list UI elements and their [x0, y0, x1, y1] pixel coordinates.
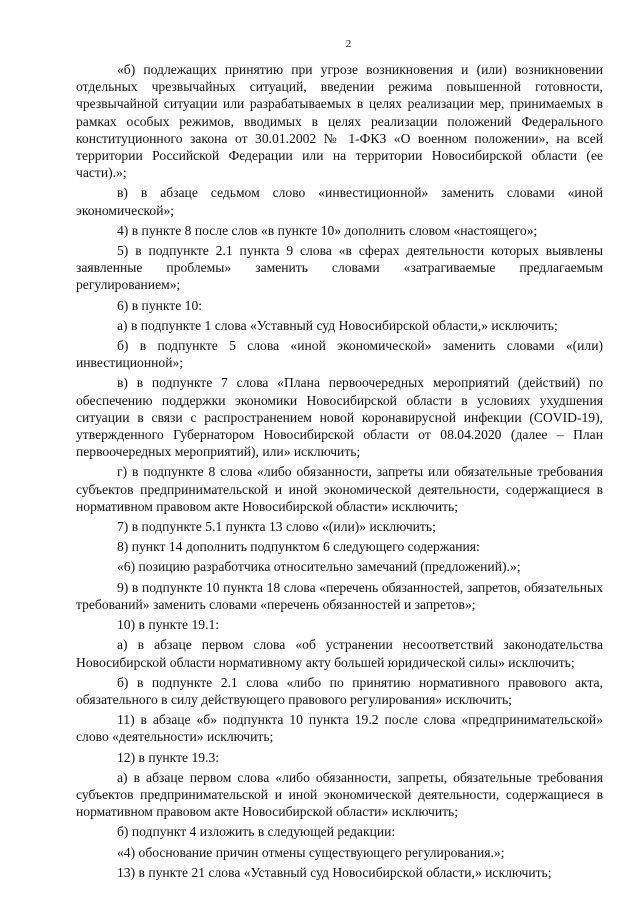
- paragraph-21: «4) обоснование причин отмены существующего регулирования.»;: [117, 844, 505, 860]
- paragraph-6: а) в подпункте 1 слова «Уставный суд Новосибирской области,» исключить;: [117, 317, 558, 333]
- paragraph-7: б) в подпункте 5 слова «иной экономической» заменить словами «(или) инвестиционной»;: [76, 338, 603, 371]
- paragraph-1: «б) подлежащих принятию при угрозе возникновения и (или) возникновении отдельных чрезвычайных ситуаций, введении режима повышенной готовности, чрезвычайной ситуации или разрабатываемых в целях реализации мер, принимаемых в рамках особых режимов, вводимых в целях реализации положений Федерального конституционного закона от 30.01.2002 № 1-ФКЗ «О военном положении», на всей территории Российской Федерации или на территории Новосибирской области (ее части).»;: [76, 62, 603, 181]
- paragraph-3: 4) в пункте 8 после слов «в пункте 10» дополнить словом «настоящего»;: [117, 222, 538, 238]
- paragraph-14: 10) в пункте 19.1:: [117, 617, 220, 633]
- paragraph-22: 13) в пункте 21 слова «Уставный суд Новосибирской области,» исключить;: [117, 864, 552, 880]
- paragraph-5: 6) в пункте 10:: [117, 297, 203, 313]
- page-number: 2: [345, 38, 352, 50]
- paragraph-12: «6) позицию разработчика относительно замечаний (предложений).»;: [117, 559, 521, 575]
- paragraph-11: 8) пункт 14 дополнить подпунктом 6 следующего содержания:: [117, 539, 480, 555]
- paragraph-13: 9) в подпункте 10 пункта 18 слова «перечень обязанностей, запретов, обязательных требований» заменить словами «перечень обязанностей и запретов»;: [76, 579, 603, 612]
- paragraph-15: а) в абзаце первом слова «об устранении несоответствий законодательства Новосибирской области нормативному акту большей юридической силы» исключить;: [76, 637, 603, 670]
- paragraph-17: 11) в абзаце «б» подпункта 10 пункта 19.2 после слова «предпринимательской» слово «деятельности» исключить;: [76, 712, 603, 745]
- paragraph-9: г) в подпункте 8 слова «либо обязанности, запреты или обязательные требования субъектов предпринимательской и иной экономической деятельности, содержащиеся в нормативном правовом акте Новосибирской области» исключить;: [76, 464, 603, 514]
- paragraph-10: 7) в подпункте 5.1 пункта 13 слово «(или)» исключить;: [117, 519, 436, 535]
- paragraph-18: 12) в пункте 19.3:: [117, 749, 220, 765]
- paragraph-20: б) подпункт 4 изложить в следующей редакции:: [117, 824, 396, 840]
- paragraph-16: б) в подпункте 2.1 слова «либо по принятию нормативного правового акта, обязательного в силу действующего правового регулирования» исключить;: [76, 674, 603, 707]
- paragraph-19: а) в абзаце первом слова «либо обязанности, запреты, обязательные требования субъектов предпринимательской и иной экономической деятельности, содержащиеся в нормативном правовом акте Новосибирской области» исключить;: [76, 769, 603, 820]
- paragraph-2: в) в абзаце седьмом слово «инвестиционной» заменить словами «иной экономической»;: [76, 185, 603, 218]
- paragraph-4: 5) в подпункте 2.1 пункта 9 слова «в сферах деятельности которых выявлены заявленные проблемы» заменить словами «затрагиваемые предлагаемым регулированием»;: [76, 243, 603, 293]
- paragraph-8: в) в подпункте 7 слова «Плана первоочередных мероприятий (действий) по обеспечению поддержки экономики Новосибирской области в условиях ухудшения ситуации в связи с распространением новой коронавирусной инфекции (COVID-19), утвержденного Губернатором Новосибирской области от 08.04.2020 (далее – План первоочередных мероприятий), или» исключить;: [76, 375, 603, 460]
